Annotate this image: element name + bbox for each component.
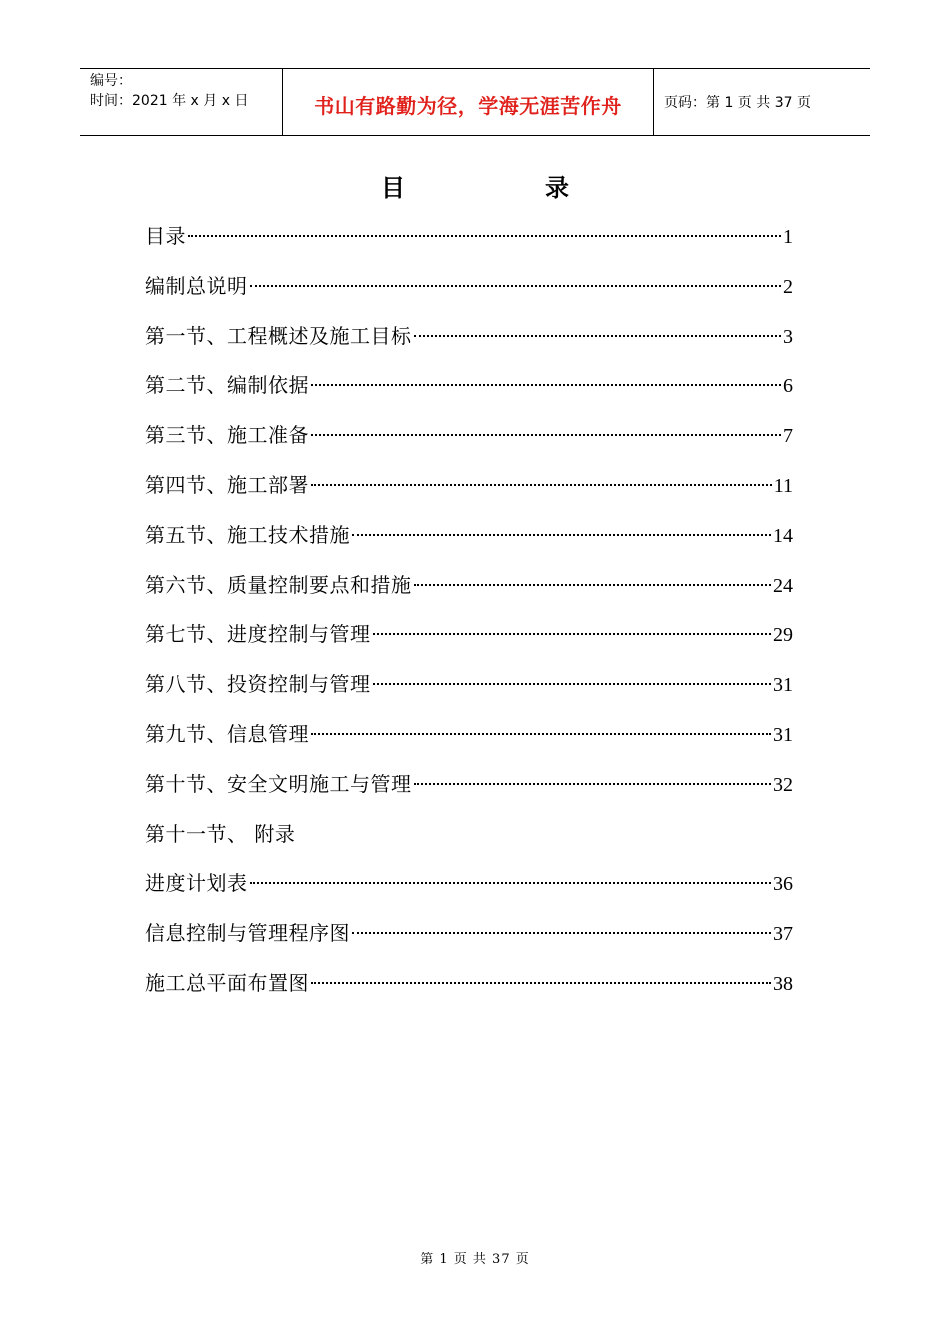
toc-entry-label: 第十一节、 附录 <box>145 821 296 846</box>
document-number-label: 编号： <box>90 73 132 89</box>
toc-entry-page: 29 <box>773 624 793 647</box>
toc-dot-leader <box>311 484 772 486</box>
toc-title-char-1: 目 <box>381 174 405 202</box>
toc-entry-label: 信息控制与管理程序图 <box>145 921 350 946</box>
toc-entry[interactable] <box>145 461 793 511</box>
toc-entry[interactable] <box>145 561 793 611</box>
toc-entry-label: 第七节、进度控制与管理 <box>145 622 371 647</box>
toc-entry[interactable] <box>145 959 793 1009</box>
toc-entry-label: 第三节、施工准备 <box>145 423 309 448</box>
toc-entry-label: 第八节、投资控制与管理 <box>145 672 371 697</box>
toc-entry-label: 第四节、施工部署 <box>145 472 309 497</box>
toc-entry-page: 6 <box>783 375 793 398</box>
toc-entry-page: 3 <box>783 325 793 348</box>
toc-dot-leader <box>311 982 771 984</box>
toc-entry[interactable] <box>145 262 793 312</box>
toc-entry[interactable] <box>145 810 793 860</box>
toc-dot-leader <box>311 733 771 735</box>
toc-dot-leader <box>414 783 772 785</box>
document-header <box>80 68 870 136</box>
toc-entry[interactable] <box>145 212 793 262</box>
header-page-info: 页码：第 1 页 共 37 页 <box>664 95 811 111</box>
header-meta <box>80 69 282 135</box>
toc-entry-label: 第十节、安全文明施工与管理 <box>145 771 412 796</box>
toc-entry[interactable] <box>145 760 793 810</box>
toc-dot-leader <box>352 932 771 934</box>
toc-entry-page: 37 <box>773 923 793 946</box>
toc-title <box>0 168 950 203</box>
toc-entry-page: 24 <box>773 574 793 597</box>
toc-entry-page: 31 <box>773 674 793 697</box>
table-of-contents <box>145 212 793 1009</box>
toc-entry-label: 编制总说明 <box>145 273 248 298</box>
document-time: 时间：2021 年 x 月 x 日 <box>90 93 249 109</box>
toc-entry[interactable] <box>145 859 793 909</box>
toc-entry-label: 进度计划表 <box>145 871 248 896</box>
toc-entry[interactable] <box>145 660 793 710</box>
toc-dot-leader <box>414 584 772 586</box>
toc-entry[interactable] <box>145 610 793 660</box>
toc-entry-label: 第九节、信息管理 <box>145 721 309 746</box>
toc-dot-leader <box>250 882 772 884</box>
header-motto-cell <box>282 69 654 135</box>
toc-entry-page: 1 <box>783 226 793 248</box>
toc-dot-leader <box>373 683 772 685</box>
toc-entry[interactable] <box>145 710 793 760</box>
toc-entry-label: 第二节、编制依据 <box>145 373 309 398</box>
toc-entry[interactable] <box>145 361 793 411</box>
toc-entry-page: 7 <box>783 425 793 448</box>
header-page-info-cell <box>654 69 870 135</box>
toc-entry-page: 36 <box>773 873 793 896</box>
toc-entry-label: 目录 <box>145 224 186 248</box>
toc-dot-leader <box>414 335 782 337</box>
header-motto: 书山有路勤为径，学海无涯苦作舟 <box>314 93 622 118</box>
toc-entry-label: 第六节、质量控制要点和措施 <box>145 572 412 597</box>
toc-entry-page: 32 <box>773 773 793 796</box>
toc-dot-leader <box>250 285 782 287</box>
toc-dot-leader <box>311 434 781 436</box>
toc-entry-page: 11 <box>773 474 793 497</box>
page-footer: 第 1 页 共 37 页 <box>420 1252 530 1267</box>
toc-entry-label: 施工总平面布置图 <box>145 970 309 995</box>
toc-dot-leader <box>311 384 781 386</box>
toc-entry[interactable] <box>145 511 793 561</box>
toc-entry-page: 38 <box>773 972 793 995</box>
toc-entry[interactable] <box>145 411 793 461</box>
toc-entry[interactable] <box>145 909 793 959</box>
toc-entry-page: 14 <box>773 524 793 547</box>
toc-entry[interactable] <box>145 312 793 362</box>
toc-title-char-2: 录 <box>545 174 569 202</box>
toc-entry-page: 2 <box>783 275 793 298</box>
toc-dot-leader <box>373 633 772 635</box>
toc-dot-leader <box>188 235 781 237</box>
toc-entry-page: 31 <box>773 723 793 746</box>
toc-dot-leader <box>352 534 771 536</box>
toc-entry-label: 第一节、工程概述及施工目标 <box>145 323 412 348</box>
toc-entry-label: 第五节、施工技术措施 <box>145 522 350 547</box>
